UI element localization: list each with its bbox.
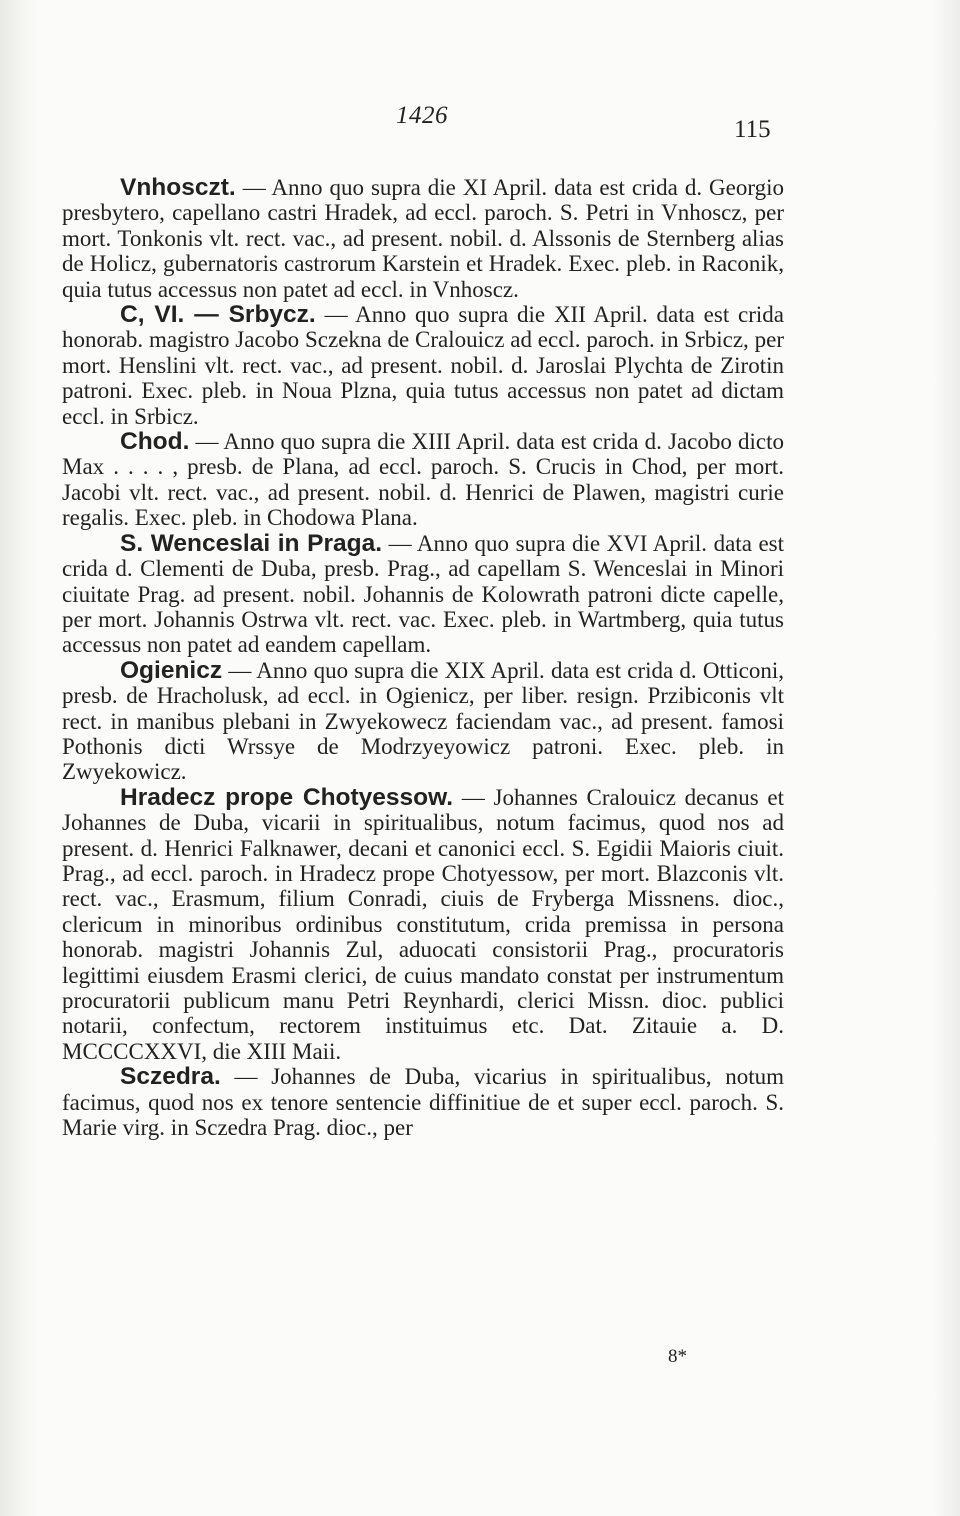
entry-text: — Johannes Cralouicz decanus et Johannes de Duba, vicarii in spiritualibus, notum facimus, quod nos ad present. d. Henrici Falknawer, decani et canonici eccl. S. Egidii Maioris ciuit. Prag., ad eccl. paroch. in Hradecz prope Chotyessow, per mort. Blazconis vlt. rect. vac., Erasmum, filium Conradi, ciuis de Fryberga Missnens. dioc., clericum in minoribus ordinibus constitutum, crida premissa in persona honorab. magistri Johannis Zul, aduocati consistorii Prag., procuratoris legittimi eiusdem Erasmi clerici, de cuius mandato constat per instrumentum procuratorii publicum manu Petri Reynhardi, clerici Missn. dioc. publici notarii, confectum, rectorem instituimus etc. Dat. Zitauie a. D. MCCCCXXVI, die XIII Maii. xyxy=(62,784,785,1064)
entry-s-wenceslai xyxy=(62,531,784,658)
entry-text: — Johannes de Duba, vicarius in spiritualibus, notum facimus, quod nos ex tenore sentencie diffinitiue de et super eccl. paroch. S. Marie virg. in Sczedra Prag. dioc., per xyxy=(62,1064,785,1141)
page-header xyxy=(0,102,960,142)
page-number: 115 xyxy=(734,116,771,143)
running-head-year: 1426 xyxy=(396,102,448,129)
body-text xyxy=(62,175,784,1140)
entry-sczedra xyxy=(62,1064,784,1140)
entry-heading: Chod. xyxy=(120,428,190,456)
entry-text: — Anno quo supra die XI April. data est crida d. Georgio presbytero, capellano castri Hradek, ad eccl. paroch. S. Petri in Vnhoscz, per mort. Tonkonis vlt. rect. vac., ad present. nobil. d. Alssonis de Sternberg alias de Holicz, gubernatoris castrorum Karstein et Hradek. Exec. pleb. in Raconik, quia tutus accessus non patet ad eccl. in Vnhoscz. xyxy=(62,175,784,302)
entry-text: — Anno quo supra die XVI April. data est crida d. Clementi de Duba, presb. Prag., ad capellam S. Wenceslai in Minori ciuitate Prag. ad present. nobil. Johannis de Kolowrath patroni dicte capelle, per mort. Johannis Ostrwa vlt. rect. vac. Exec. pleb. in Wartmberg, quia tutus accessus non patet ad eandem capellam. xyxy=(62,530,785,658)
entry-heading: C, VI. — Srbycz. xyxy=(120,301,316,329)
entry-ogienicz xyxy=(62,658,784,785)
entry-heading: S. Wenceslai in Praga. xyxy=(120,529,383,557)
entry-heading: Hradecz prope Chotyessow. xyxy=(120,783,454,811)
entry-heading: Sczedra. xyxy=(120,1063,221,1091)
scan-edge-right xyxy=(934,0,960,1516)
entry-heading: Vnhosczt. xyxy=(120,174,236,201)
entry-vnhosczt xyxy=(62,175,784,302)
entry-chod xyxy=(62,429,784,531)
scan-edge-left xyxy=(0,0,38,1516)
signature-mark: 8* xyxy=(668,1346,687,1367)
entry-text: — Anno quo supra die XIX April. data est crida d. Otticoni, presb. de Hracholusk, ad eccl. in Ogienicz, per liber. resign. Przibiconis vlt rect. in manibus plebani in Zwyekowecz faciendam vac., ad present. famosi Pothonis dicti Wrssye de Modrzyeyowicz patroni. Exec. pleb. in Zwyekowicz. xyxy=(62,657,785,785)
entry-heading: Ogienicz xyxy=(120,656,223,684)
entry-hradecz xyxy=(62,785,784,1064)
entry-srbycz xyxy=(62,302,784,429)
entry-text: — Anno quo supra die XII April. data est crida honorab. magistro Jacobo Sczekna de Cralouicz ad eccl. paroch. in Srbicz, per mort. Henslini vlt. rect. vac., ad present. nobil. d. Jaroslai Plychta de Zirotin patroni. Exec. pleb. in Noua Plzna, quia tutus accessus non patet ad dictam eccl. in Srbicz. xyxy=(62,302,785,429)
entry-text: — Anno quo supra die XIII April. data est crida d. Jacobo dicto Max . . . . , presb. de Plana, ad eccl. paroch. S. Crucis in Chod, per mort. Jacobi vlt. rect. vac., ad present. nobil. d. Henrici de Plawen, magistri curie regalis. Exec. pleb. in Chodowa Plana. xyxy=(62,429,784,531)
